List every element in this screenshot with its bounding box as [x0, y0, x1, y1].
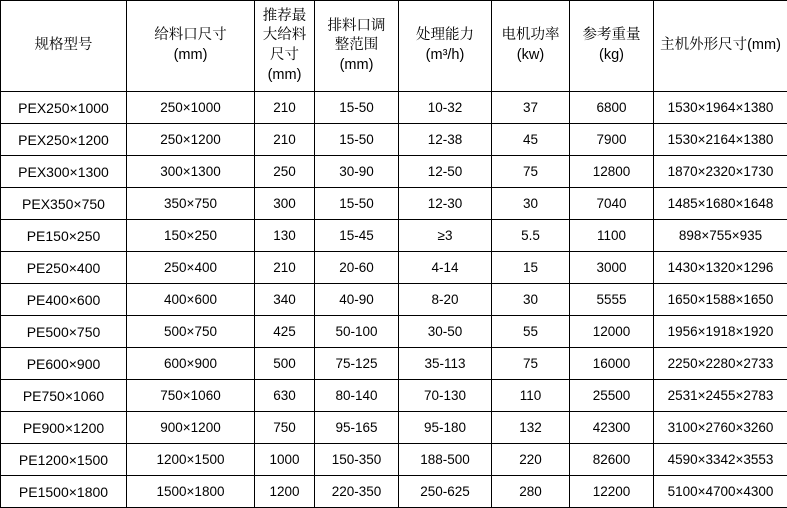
table-cell: 1530×1964×1380	[654, 92, 787, 124]
column-header-line: (m³/h)	[399, 46, 491, 66]
column-header-line: 主机外形尺寸(mm)	[654, 36, 787, 56]
table-cell: 1956×1918×1920	[654, 316, 787, 348]
cell-model: PEX250×1000	[1, 92, 127, 124]
cell-model: PE150×250	[1, 220, 127, 252]
table-cell: 150-350	[315, 444, 399, 476]
table-cell: 750×1060	[127, 380, 255, 412]
table-row	[1, 476, 787, 508]
table-cell: 500	[255, 348, 315, 380]
table-row	[1, 444, 787, 476]
table-cell: 45	[492, 124, 570, 156]
table-cell: 110	[492, 380, 570, 412]
column-header-line: 处理能力	[399, 26, 491, 46]
table-cell: 10-32	[399, 92, 492, 124]
table-cell: 25500	[570, 380, 654, 412]
table-cell: 900×1200	[127, 412, 255, 444]
column-header-7	[654, 1, 787, 92]
column-header-line: 参考重量	[570, 26, 653, 46]
table-cell: 15-50	[315, 92, 399, 124]
table-cell: 7900	[570, 124, 654, 156]
table-cell: 1200×1500	[127, 444, 255, 476]
table-cell: 75	[492, 156, 570, 188]
column-header-0	[1, 1, 127, 92]
table-cell: 30-50	[399, 316, 492, 348]
column-header-line: (kw)	[492, 46, 569, 66]
table-cell: 630	[255, 380, 315, 412]
cell-model: PE1500×1800	[1, 476, 127, 508]
table-cell: 250-625	[399, 476, 492, 508]
table-cell: 1485×1680×1648	[654, 188, 787, 220]
table-cell: 30-90	[315, 156, 399, 188]
cell-model: PE1200×1500	[1, 444, 127, 476]
table-cell: 70-130	[399, 380, 492, 412]
table-cell: 250×400	[127, 252, 255, 284]
table-cell: 250	[255, 156, 315, 188]
table-cell: 75-125	[315, 348, 399, 380]
table-cell: 220-350	[315, 476, 399, 508]
cell-model: PE500×750	[1, 316, 127, 348]
table-cell: 5555	[570, 284, 654, 316]
table-cell: 350×750	[127, 188, 255, 220]
cell-model: PEX350×750	[1, 188, 127, 220]
column-header-3	[315, 1, 399, 92]
table-cell: 3100×2760×3260	[654, 412, 787, 444]
table-cell: 2250×2280×2733	[654, 348, 787, 380]
table-cell: 7040	[570, 188, 654, 220]
table-cell: 300	[255, 188, 315, 220]
table-cell: 250×1000	[127, 92, 255, 124]
table-row	[1, 188, 787, 220]
table-cell: 12000	[570, 316, 654, 348]
table-cell: 1100	[570, 220, 654, 252]
table-cell: 340	[255, 284, 315, 316]
table-row	[1, 348, 787, 380]
table-cell: 4-14	[399, 252, 492, 284]
table-cell: 220	[492, 444, 570, 476]
table-cell: 42300	[570, 412, 654, 444]
column-header-line: 整范围	[315, 36, 398, 56]
table-cell: 95-165	[315, 412, 399, 444]
table-cell: 16000	[570, 348, 654, 380]
column-header-line: 推荐最	[255, 7, 314, 27]
table-cell: 898×755×935	[654, 220, 787, 252]
table-cell: 5.5	[492, 220, 570, 252]
table-cell: 1500×1800	[127, 476, 255, 508]
cell-model: PEX250×1200	[1, 124, 127, 156]
table-cell: 15-50	[315, 124, 399, 156]
table-body	[1, 92, 787, 508]
table-cell: 250×1200	[127, 124, 255, 156]
column-header-4	[399, 1, 492, 92]
cell-model: PE900×1200	[1, 412, 127, 444]
table-cell: 425	[255, 316, 315, 348]
table-cell: 12800	[570, 156, 654, 188]
table-cell: 12-50	[399, 156, 492, 188]
table-cell: 130	[255, 220, 315, 252]
table-cell: 1430×1320×1296	[654, 252, 787, 284]
table-cell: 500×750	[127, 316, 255, 348]
column-header-line: 尺寸	[255, 46, 314, 66]
table-cell: 600×900	[127, 348, 255, 380]
table-cell: 1870×2320×1730	[654, 156, 787, 188]
table-cell: 5100×4700×4300	[654, 476, 787, 508]
table-cell: 1200	[255, 476, 315, 508]
table-cell: 12-30	[399, 188, 492, 220]
table-row	[1, 380, 787, 412]
table-cell: 750	[255, 412, 315, 444]
column-header-line: (mm)	[255, 66, 314, 86]
table-cell: 132	[492, 412, 570, 444]
table-cell: 8-20	[399, 284, 492, 316]
column-header-2	[255, 1, 315, 92]
table-cell: 12-38	[399, 124, 492, 156]
table-cell: 30	[492, 284, 570, 316]
header-row	[1, 1, 787, 92]
table-cell: 12200	[570, 476, 654, 508]
table-cell: 210	[255, 92, 315, 124]
table-row	[1, 316, 787, 348]
table-cell: 20-60	[315, 252, 399, 284]
table-cell: 400×600	[127, 284, 255, 316]
table-cell: 188-500	[399, 444, 492, 476]
cell-model: PE600×900	[1, 348, 127, 380]
table-row	[1, 92, 787, 124]
column-header-line: (kg)	[570, 46, 653, 66]
table-row	[1, 124, 787, 156]
column-header-line: (mm)	[315, 56, 398, 76]
table-cell: 280	[492, 476, 570, 508]
table-row	[1, 412, 787, 444]
cell-model: PE400×600	[1, 284, 127, 316]
table-cell: 1650×1588×1650	[654, 284, 787, 316]
table-cell: 30	[492, 188, 570, 220]
table-cell: 82600	[570, 444, 654, 476]
table-cell: 75	[492, 348, 570, 380]
table-cell: ≥3	[399, 220, 492, 252]
table-row	[1, 220, 787, 252]
table-row	[1, 284, 787, 316]
column-header-line: 规格型号	[1, 36, 126, 56]
table-cell: 6800	[570, 92, 654, 124]
table-cell: 40-90	[315, 284, 399, 316]
cell-model: PE250×400	[1, 252, 127, 284]
table-cell: 55	[492, 316, 570, 348]
table-row	[1, 252, 787, 284]
table-header	[1, 1, 787, 92]
table-row	[1, 156, 787, 188]
table-cell: 50-100	[315, 316, 399, 348]
column-header-line: 排料口调	[315, 17, 398, 37]
column-header-6	[570, 1, 654, 92]
table-cell: 15	[492, 252, 570, 284]
table-cell: 35-113	[399, 348, 492, 380]
table-cell: 1000	[255, 444, 315, 476]
table-cell: 80-140	[315, 380, 399, 412]
column-header-line: (mm)	[127, 46, 254, 66]
table-cell: 300×1300	[127, 156, 255, 188]
table-cell: 95-180	[399, 412, 492, 444]
column-header-line: 电机功率	[492, 26, 569, 46]
cell-model: PE750×1060	[1, 380, 127, 412]
table-cell: 15-50	[315, 188, 399, 220]
column-header-line: 给料口尺寸	[127, 26, 254, 46]
column-header-line: 大给料	[255, 26, 314, 46]
table-cell: 4590×3342×3553	[654, 444, 787, 476]
table-cell: 150×250	[127, 220, 255, 252]
column-header-1	[127, 1, 255, 92]
table-cell: 3000	[570, 252, 654, 284]
table-cell: 1530×2164×1380	[654, 124, 787, 156]
table-cell: 37	[492, 92, 570, 124]
table-cell: 210	[255, 124, 315, 156]
cell-model: PEX300×1300	[1, 156, 127, 188]
table-cell: 2531×2455×2783	[654, 380, 787, 412]
table-cell: 15-45	[315, 220, 399, 252]
column-header-5	[492, 1, 570, 92]
table-cell: 210	[255, 252, 315, 284]
